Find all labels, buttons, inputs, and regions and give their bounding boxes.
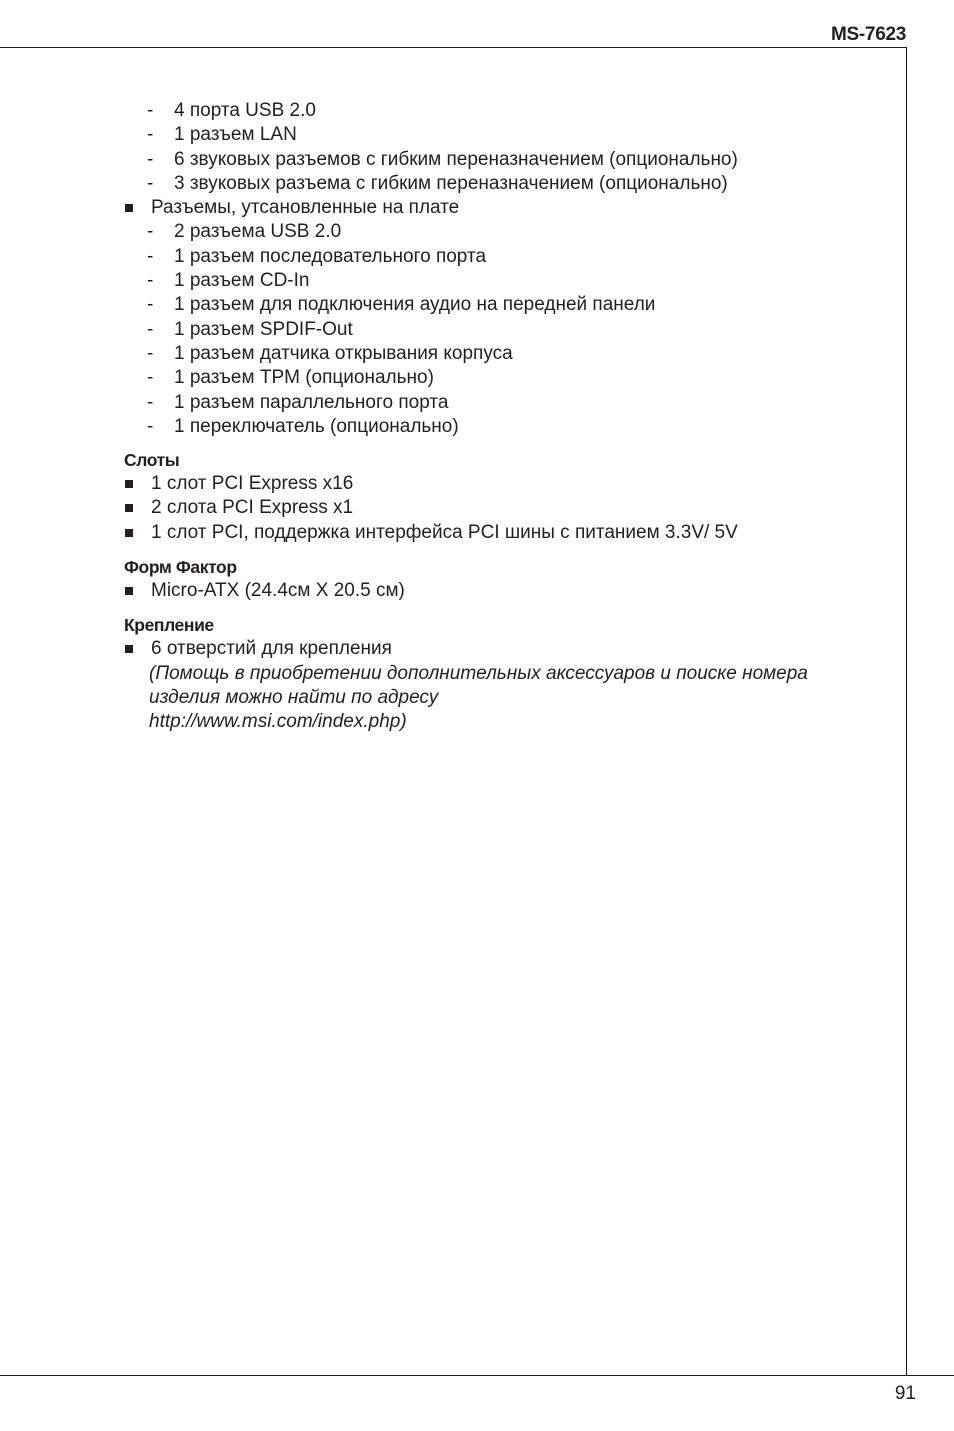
list-item: - 1 разъем SPDIF-Out (124, 318, 884, 342)
square-bullet-icon (125, 504, 133, 512)
list-item: 1 слот PCI Express x16 (124, 472, 884, 496)
side-rule (906, 47, 907, 1375)
dash-marker: - (147, 124, 154, 146)
list-item: - 1 разъем датчика открывания корпуса (124, 342, 884, 366)
list-item: - 1 разъем последовательного порта (124, 245, 884, 269)
list-item: - 3 звуковых разъема с гибким переназначением (опционально) (124, 172, 884, 196)
list-item: - 1 разъем TPM (опционально) (124, 366, 884, 390)
mounting-note-url: http://www.msi.com/index.php) (149, 711, 407, 733)
list-item: 6 отверстий для крепления (124, 637, 884, 661)
square-bullet-icon (125, 529, 133, 537)
model-label: MS-7623 (831, 24, 906, 45)
dash-marker: - (147, 245, 154, 267)
list-item: - 2 разъема USB 2.0 (124, 220, 884, 244)
dash-marker: - (147, 270, 154, 292)
section-title-slots: Слоты (124, 450, 180, 471)
section-title-mounting: Крепление (124, 615, 214, 636)
page-number: 91 (894, 1383, 916, 1404)
dash-marker: - (147, 221, 154, 243)
list-item: - 1 переключатель (опционально) (124, 415, 884, 439)
dash-marker: - (147, 415, 154, 437)
square-bullet-icon (125, 645, 133, 653)
section-title-form-factor: Форм Фактор (124, 557, 237, 578)
dash-marker: - (147, 294, 154, 316)
list-item: - 1 разъем CD-In (124, 269, 884, 293)
list-item: Micro-ATX (24.4см X 20.5 см) (124, 579, 884, 603)
square-bullet-icon (125, 204, 133, 212)
dash-marker: - (147, 391, 154, 413)
square-bullet-icon (125, 480, 133, 488)
mounting-note-line: (Помощь в приобретении дополнительных аксессуаров и поиске номера (149, 662, 808, 684)
dash-marker: - (147, 342, 154, 364)
spec-content (124, 99, 884, 735)
dash-marker: - (147, 318, 154, 340)
list-item: 1 слот PCI, поддержка интерфейса PCI шины с питанием 3.3V/ 5V (124, 521, 884, 545)
list-item: 2 слота PCI Express x1 (124, 496, 884, 520)
list-item: - 6 звуковых разъемов с гибким переназначением (опционально) (124, 148, 884, 172)
list-item: - 1 разъем параллельного порта (124, 391, 884, 415)
mounting-note-line: изделия можно найти по адресу (149, 686, 439, 708)
dash-marker: - (147, 100, 154, 121)
footer-rule (0, 1375, 954, 1376)
dash-marker: - (147, 172, 154, 194)
header-rule (0, 47, 906, 48)
dash-marker: - (147, 148, 154, 170)
onboard-connectors-heading: Разъемы, утсановленные на плате (124, 196, 884, 220)
list-item: - 1 разъем для подключения аудио на передней панели (124, 293, 884, 317)
dash-marker: - (147, 367, 154, 389)
square-bullet-icon (125, 587, 133, 595)
list-item: - 4 порта USB 2.0 (124, 99, 884, 123)
list-item: - 1 разъем LAN (124, 123, 884, 147)
